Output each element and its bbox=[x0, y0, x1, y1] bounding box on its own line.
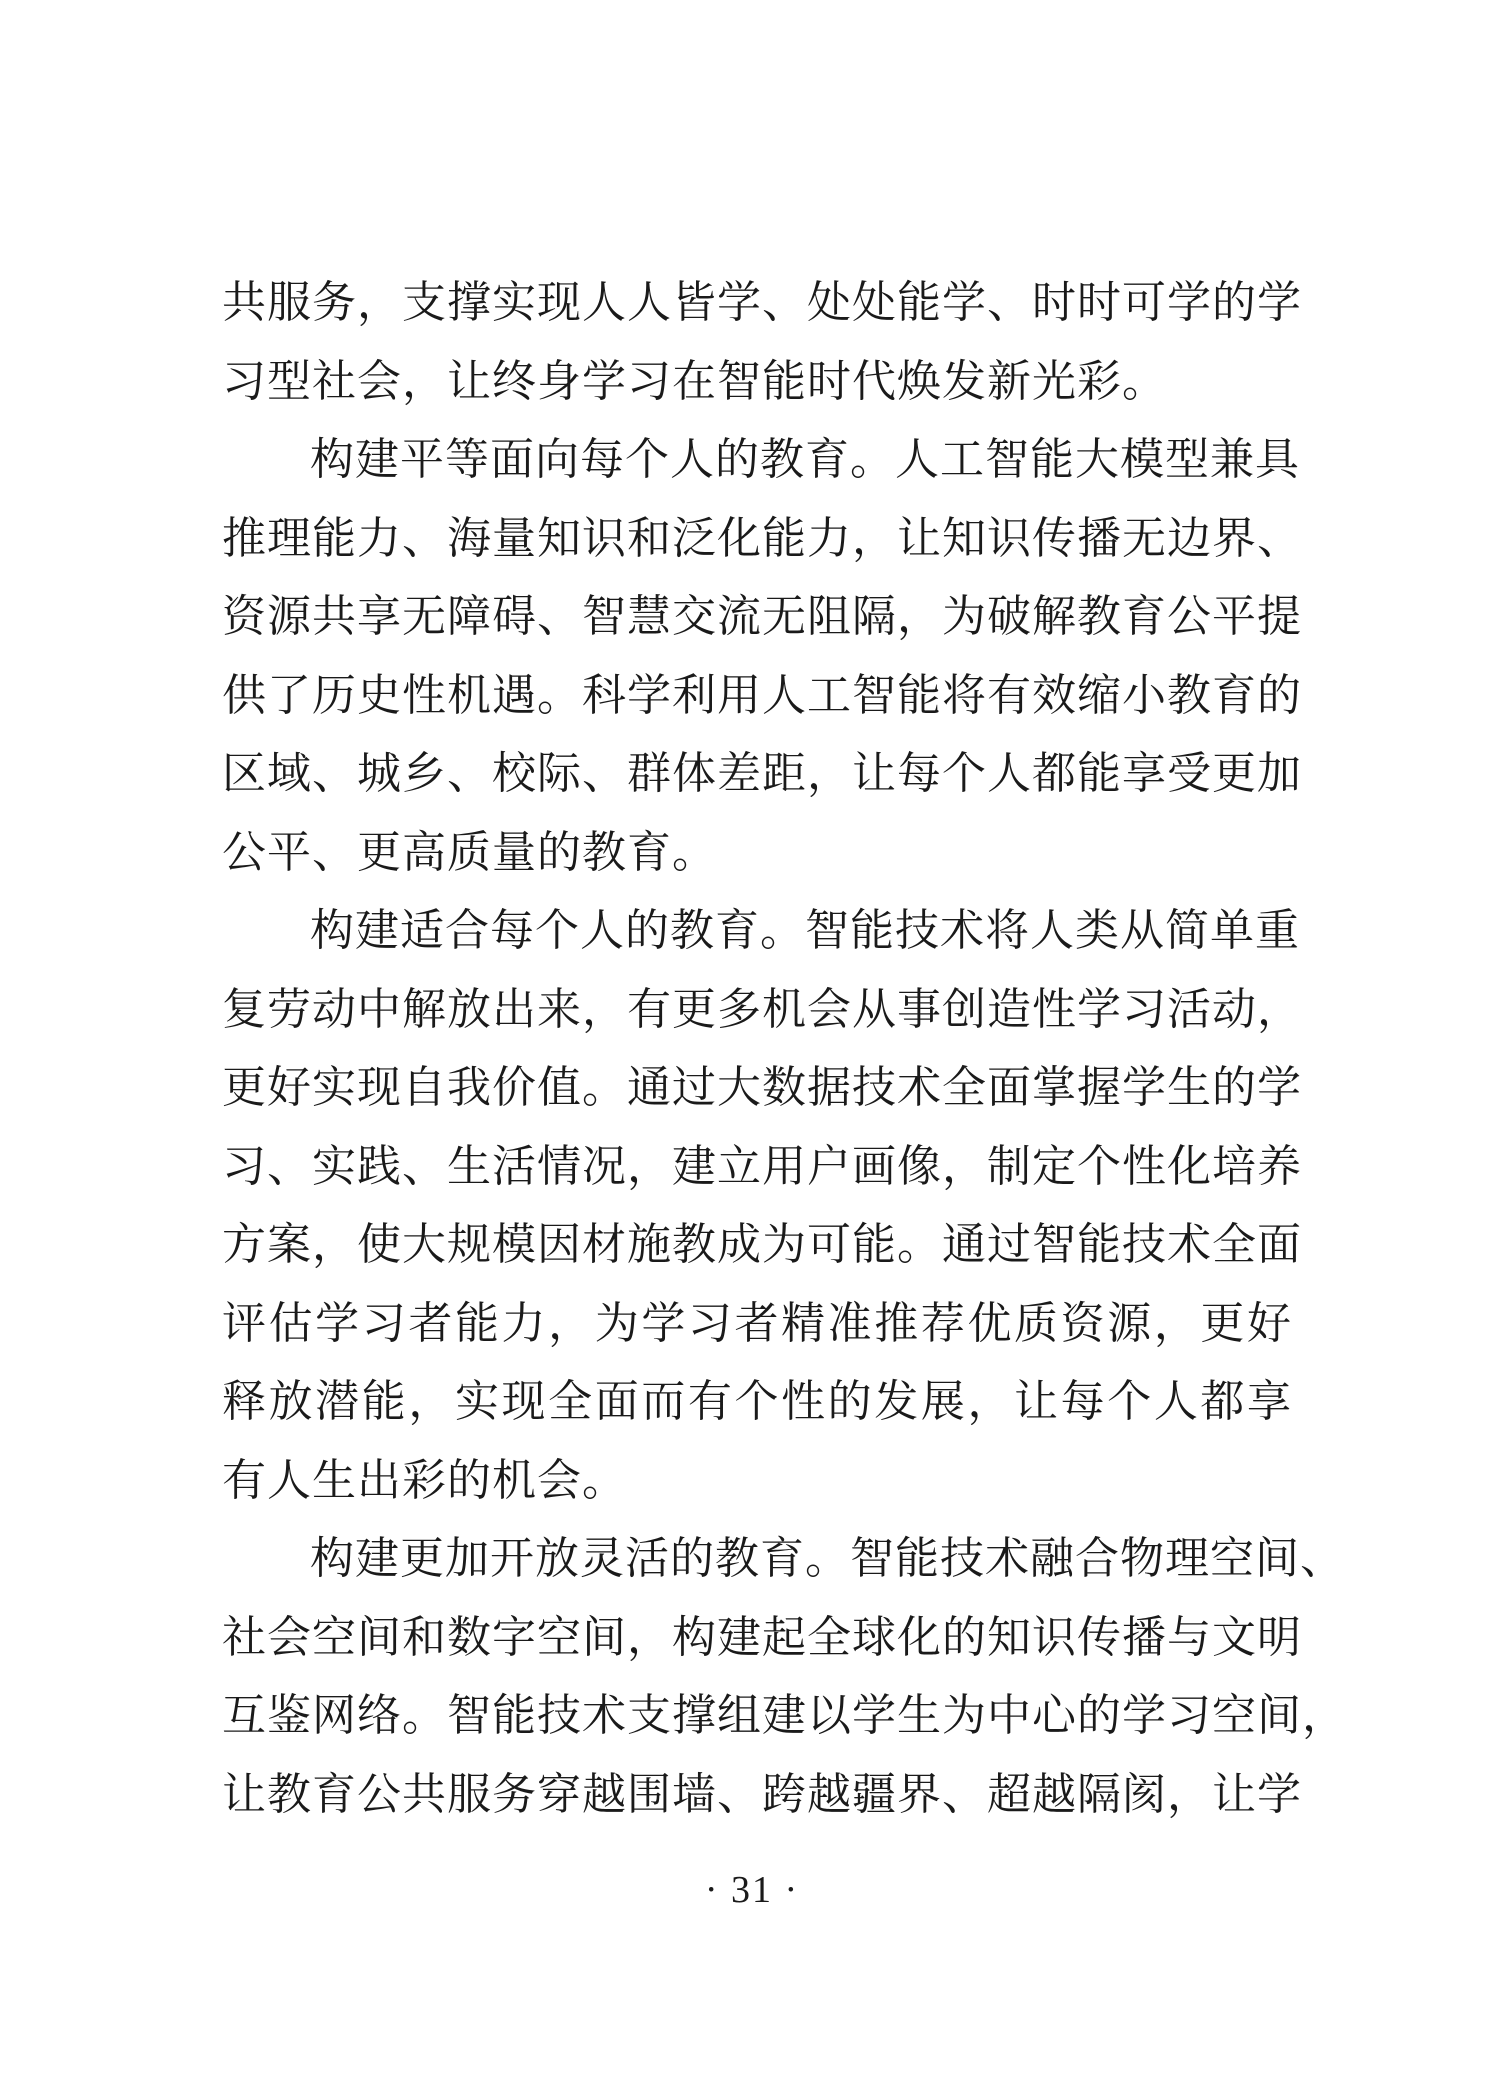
text-line: 习、实践、生活情况，建立用户画像，制定个性化培养 bbox=[222, 1140, 1302, 1192]
paragraph-heading-line: 构建更加开放灵活的教育。智能技术融合物理空间、 bbox=[310, 1533, 1345, 1584]
text-line: 评估学习者能力，为学习者精准推荐优质资源，更好 bbox=[222, 1297, 1292, 1349]
text-line: 推理能力、海量知识和泛化能力，让知识传播无边界、 bbox=[222, 512, 1302, 564]
text-line: 资源共享无障碍、智慧交流无阻隔，为破解教育公平提 bbox=[222, 591, 1302, 642]
text-line: 更好实现自我价值。通过大数据技术全面掌握学生的学 bbox=[222, 1062, 1302, 1113]
text-line: 方案，使大规模因材施教成为可能。通过智能技术全面 bbox=[222, 1219, 1302, 1270]
text-line: 供了历史性机遇。科学利用人工智能将有效缩小教育的 bbox=[222, 669, 1302, 721]
text-line: 让教育公共服务穿越围墙、跨越疆界、超越隔阂，让学 bbox=[222, 1768, 1302, 1820]
body-text bbox=[222, 272, 1347, 1842]
text-line: 有人生出彩的机会。 bbox=[222, 1454, 627, 1506]
text-line: 互鉴网络。智能技术支撑组建以学生为中心的学习空间， bbox=[222, 1690, 1347, 1741]
page-number: · 31 · bbox=[704, 1869, 800, 1911]
text-line: 共服务，支撑实现人人皆学、处处能学、时时可学的学 bbox=[222, 277, 1302, 328]
text-line: 区域、城乡、校际、群体差距，让每个人都能享受更加 bbox=[222, 748, 1302, 799]
text-line: 公平、更高质量的教育。 bbox=[222, 826, 717, 878]
paragraph-heading-line: 构建平等面向每个人的教育。人工智能大模型兼具 bbox=[310, 434, 1300, 485]
text-line: 释放潜能，实现全面而有个性的发展，让每个人都享 bbox=[222, 1376, 1292, 1427]
text-line: 习型社会，让终身学习在智能时代焕发新光彩。 bbox=[222, 355, 1167, 407]
paragraph-heading-line: 构建适合每个人的教育。智能技术将人类从简单重 bbox=[310, 905, 1300, 956]
text-line: 社会空间和数字空间，构建起全球化的知识传播与文明 bbox=[222, 1611, 1302, 1663]
text-line: 复劳动中解放出来，有更多机会从事创造性学习活动， bbox=[222, 983, 1302, 1035]
